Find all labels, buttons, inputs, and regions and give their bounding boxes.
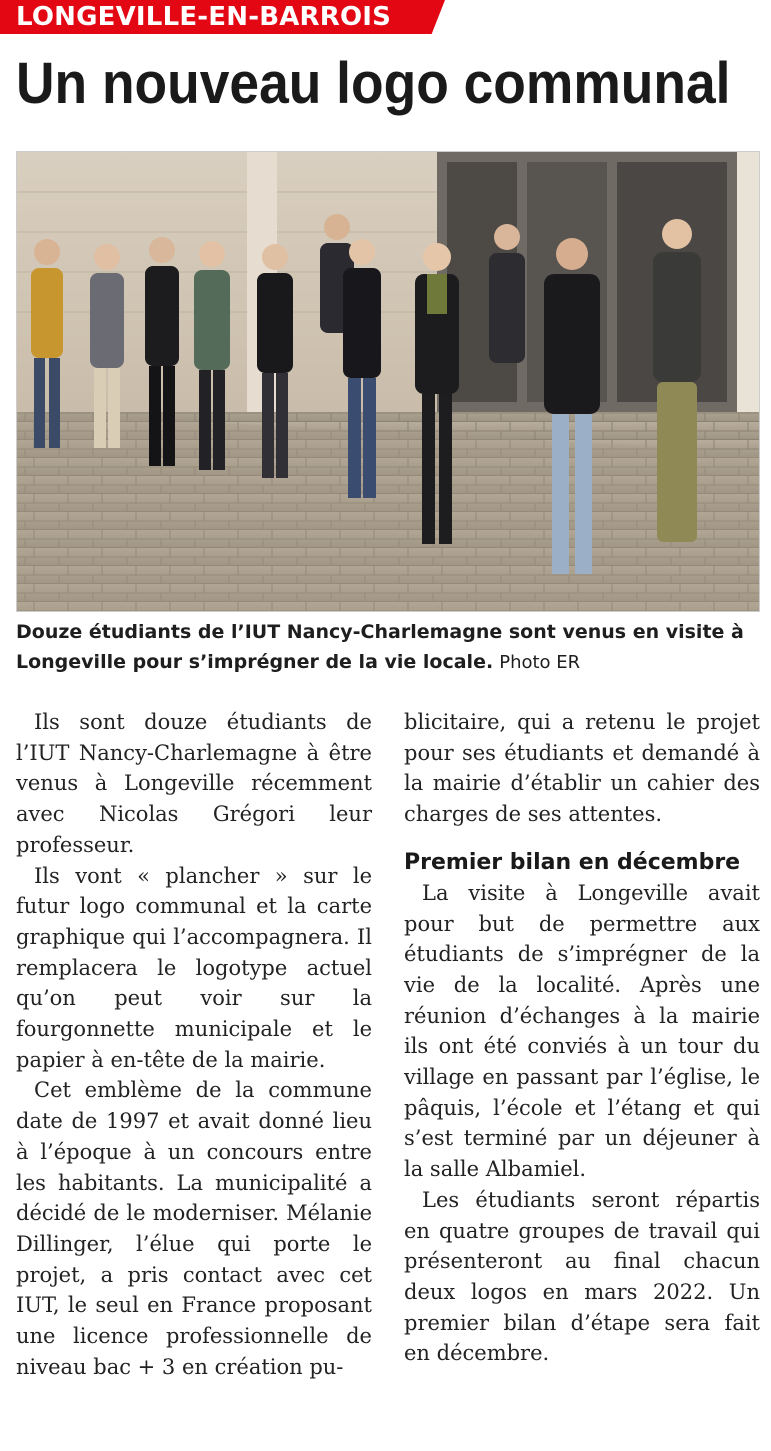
article-paragraph: Ils vont « plancher » sur le futur logo communal et la carte graphique qui l’accompagnera. Il remplacera le logotype actuel qu’on peut voir sur la fourgonnette municipale et le papier à en-tête de la mairie. — [16, 863, 372, 1072]
photo-credit: Photo ER — [499, 652, 581, 673]
article-column-right — [404, 707, 760, 1369]
photo-caption — [16, 617, 761, 678]
article-paragraph: Cet emblème de la commune date de 1997 et avait donné lieu à l’époque à un concours entre les habitants. La municipalité a décidé de le moderniser. Mélanie Dillinger, l’élue qui porte le projet, a pris contact avec cet IUT, le seul en France proposant une licence professionnelle de niveau bac + 3 en création pu- — [16, 1078, 372, 1379]
article-column-left — [16, 707, 372, 1382]
caption-text: Douze étudiants de l’IUT Nancy-Charlemagne sont venus en visite à Longeville pour s’imprégner de la vie locale. — [16, 621, 744, 673]
section-kicker: LONGEVILLE-EN-BARROIS — [16, 2, 392, 32]
article-paragraph: La visite à Longeville avait pour but de permettre aux étudiants de s’imprégner de la vie de la localité. Après une réunion d’échanges à la mairie ils ont été conviés à un tour du village en passant par l’église, le pâquis, l’école et l’étang et qui s’est terminé par un déjeuner à la salle Albamiel. — [404, 880, 760, 1182]
article-paragraph: Ils sont douze étudiants de l’IUT Nancy-Charlemagne à être venus à Longeville récemment avec Nicolas Grégori leur professeur. — [16, 710, 372, 857]
article-photo — [16, 151, 760, 612]
article-paragraph-continued: blicitaire, qui a retenu le projet pour ses étudiants et demandé à la mairie d’établir un cahier des charges de ses attentes. — [404, 710, 760, 827]
article-subheading: Premier bilan en décembre — [404, 849, 741, 875]
article-paragraph: Les étudiants seront répartis en quatre groupes de travail qui présenteront au final chacun deux logos en mars 2022. Un premier bilan d’étape sera fait en décembre. — [404, 1187, 760, 1366]
article-headline: Un nouveau logo communal — [16, 51, 731, 116]
